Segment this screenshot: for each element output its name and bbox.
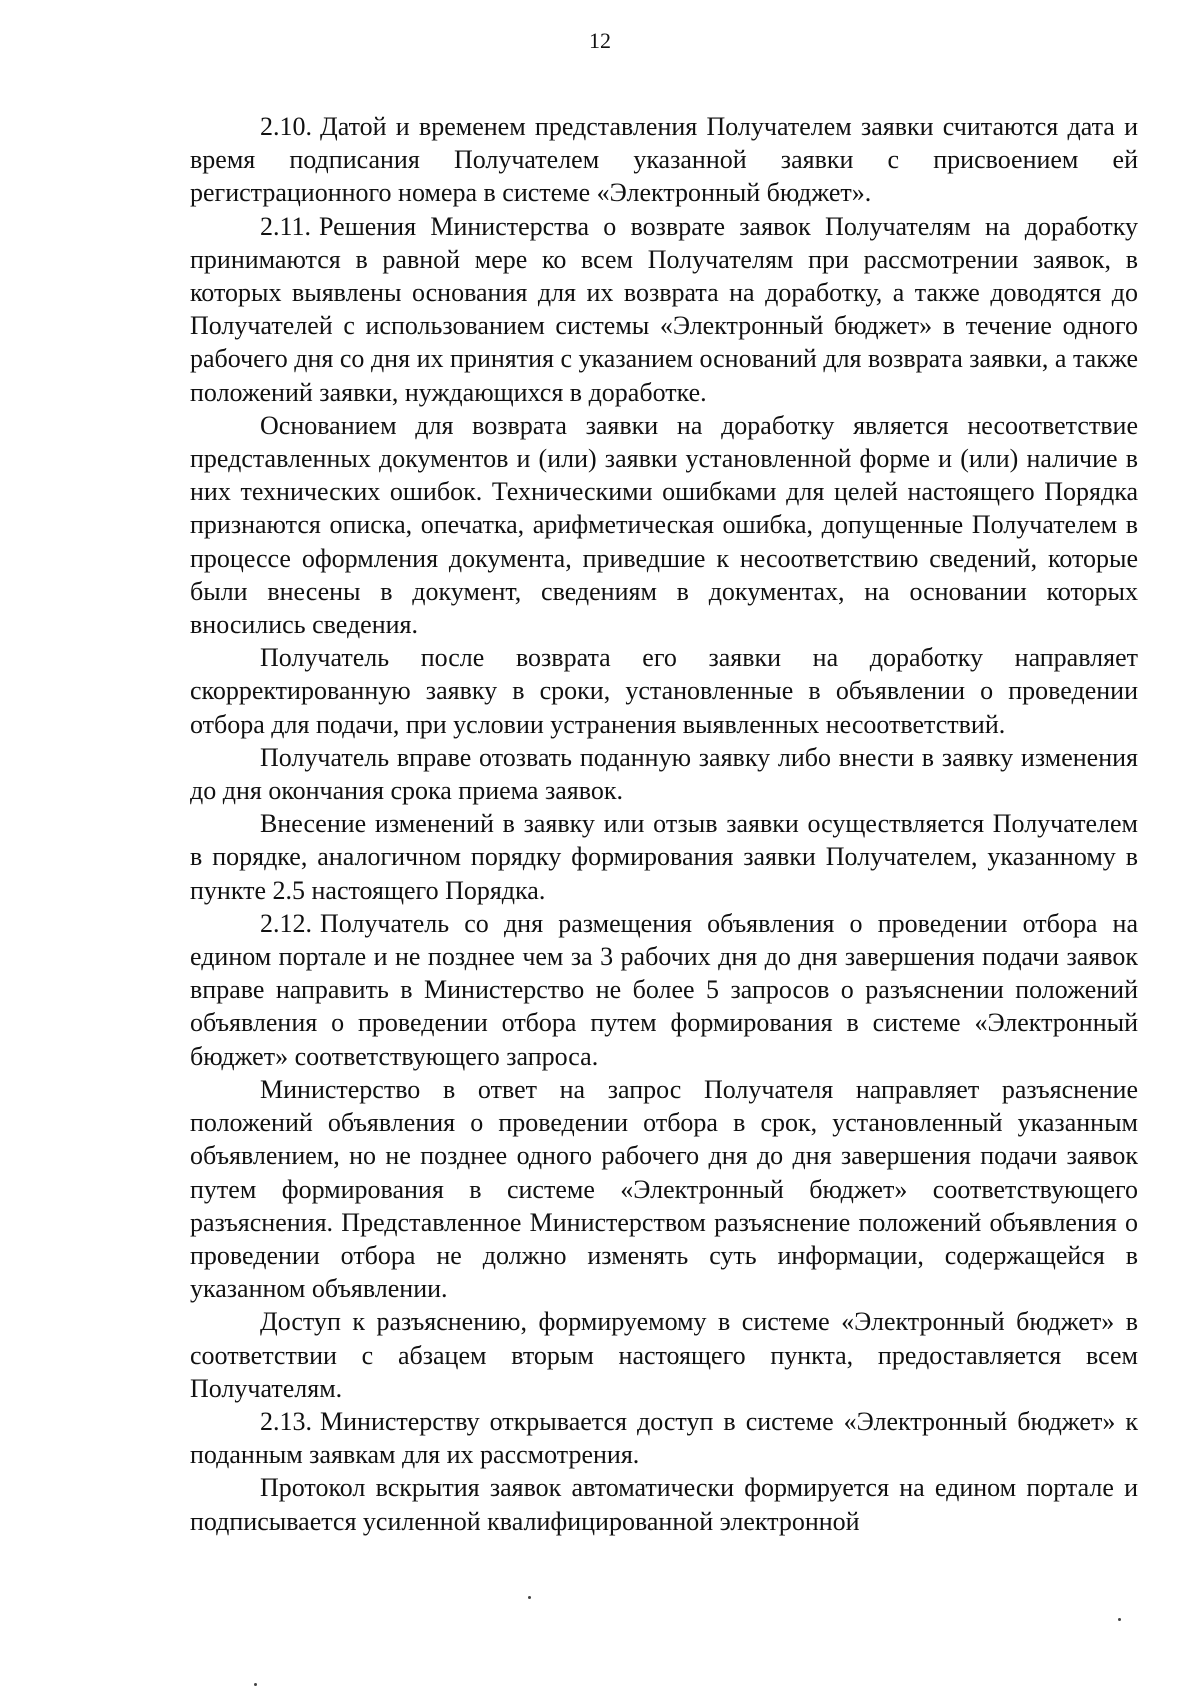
paragraph-2-11: [190, 210, 1138, 409]
paragraph-text: Протокол вскрытия заявок автоматически формируется на едином портале и подписывается усиленной квалифицированной электронной: [190, 1473, 1138, 1536]
paragraph-text: Министерству открывается доступ в системе «Электронный бюджет» к поданным заявкам для их рассмотрения.: [190, 1406, 1138, 1470]
paragraph: [190, 409, 1138, 641]
scan-speck: [1118, 1618, 1121, 1621]
clause-number: 2.13.: [260, 1406, 312, 1436]
paragraph-text: Получатель со дня размещения объявления о проведении отбора на едином портале и не позднее чем за 3 рабочих дня до дня завершения подачи заявок вправе направить в Министерство не более 5 запросов о разъяснении положений объявления о проведении отбора путем формирования в системе «Электронный бюджет» соответствующего запроса.: [190, 908, 1138, 1071]
paragraph-2-13: [190, 1405, 1138, 1471]
paragraph-text: Внесение изменений в заявку или отзыв заявки осуществляется Получателем в порядке, аналогичном порядку формирования заявки Получателем, указанному в пункте 2.5 настоящего Порядка.: [190, 809, 1138, 905]
paragraph-text: Основанием для возврата заявки на доработку является несоответствие представленных документов и (или) заявки установленной форме и (или) наличие в них технических ошибок. Техническими ошибками для целей настоящего Порядка признаются описка, опечатка, арифметическая ошибка, допущенные Получателем в процессе оформления документа, приведшие к несоответствию сведений, которые были внесены в документ, сведениям в документах, на основании которых вносились сведения.: [190, 410, 1138, 640]
paragraph-text: Получатель после возврата его заявки на доработку направляет скорректированную заявку в сроки, установленные в объявлении о проведении отбора для подачи, при условии устранения выявленных несоответствий.: [190, 643, 1138, 739]
paragraph: [190, 741, 1138, 807]
page-number: 12: [589, 28, 611, 53]
paragraph: [190, 1305, 1138, 1405]
paragraph: [190, 1073, 1138, 1305]
scan-speck: [528, 1596, 531, 1599]
paragraph: [190, 1471, 1138, 1537]
scan-speck: [254, 1683, 257, 1686]
paragraph-text: Решения Министерства о возврате заявок Получателям на доработку принимаются в равной мере ко всем Получателям при рассмотрении заявок, в которых выявлены основания для их возврата на доработку, а также доводятся до Получателей с использованием системы «Электронный бюджет» в течение одного рабочего дня со дня их принятия с указанием оснований для возврата заявки, а также положений заявки, нуждающихся в доработке.: [190, 211, 1138, 407]
document-body: [190, 110, 1138, 1538]
clause-number: 2.12.: [260, 908, 312, 938]
paragraph-2-12: [190, 907, 1138, 1073]
paragraph-2-10: [190, 110, 1138, 210]
paragraph-text: Министерство в ответ на запрос Получателя направляет разъяснение положений объявления о проведении отбора в срок, установленный указанным объявлением, но не позднее одного рабочего дня до дня завершения подачи заявок путем формирования в системе «Электронный бюджет» соответствующего разъяснения. Представленное Министерством разъяснение положений объявления о проведении отбора не должно изменять суть информации, содержащейся в указанном объявлении.: [190, 1074, 1138, 1304]
paragraph-text: Получатель вправе отозвать поданную заявку либо внести в заявку изменения до дня окончания срока приема заявок.: [190, 742, 1138, 806]
paragraph-text: Доступ к разъяснению, формируемому в системе «Электронный бюджет» в соответствии с абзацем вторым настоящего пункта, предоставляется всем Получателям.: [190, 1307, 1138, 1403]
paragraph: [190, 641, 1138, 741]
clause-number: 2.10.: [260, 112, 312, 141]
paragraph-text: Датой и временем представления Получателем заявки считаются дата и время подписания Получателем указанной заявки с присвоением ей регистрационного номера в системе «Электронный бюджет».: [190, 112, 1138, 208]
clause-number: 2.11.: [260, 211, 312, 241]
paragraph: [190, 807, 1138, 907]
